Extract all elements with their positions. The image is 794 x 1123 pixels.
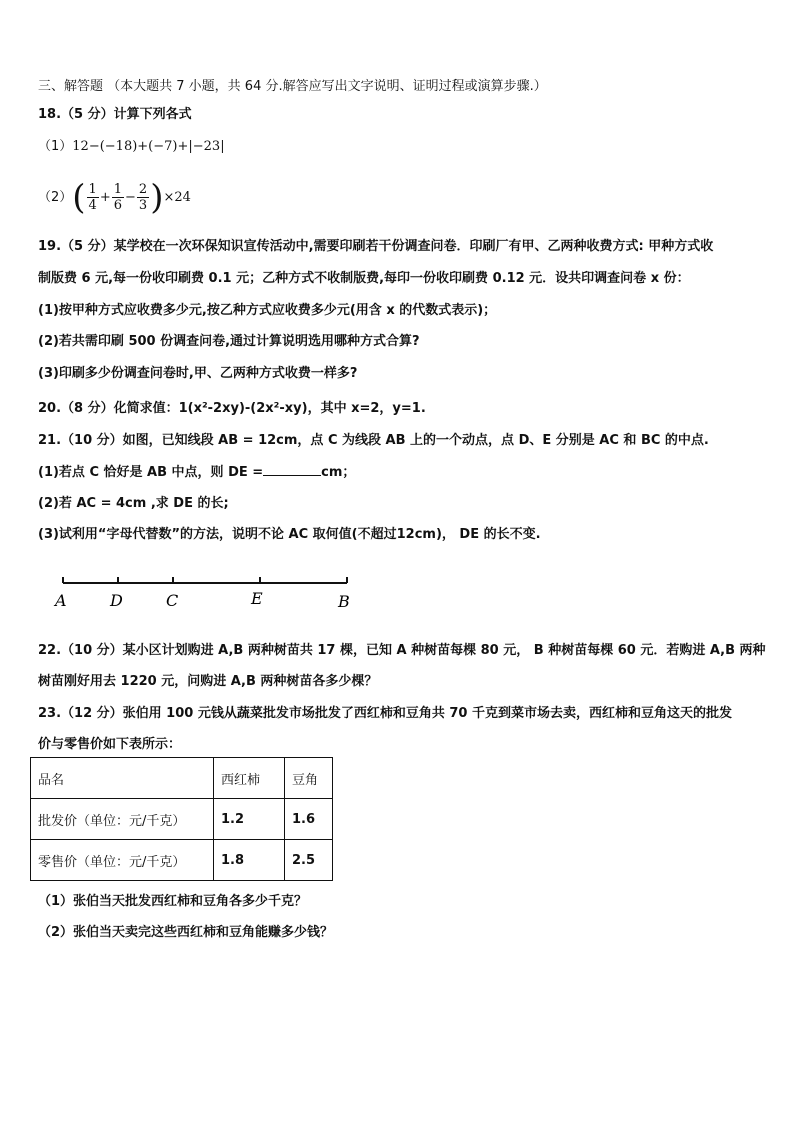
table-cell: 1.8: [214, 840, 285, 881]
table-cell: 2.5: [285, 840, 333, 881]
q23-part1: （1）张伯当天批发西红柿和豆角各多少千克？: [38, 894, 308, 909]
section-heading: 三、解答题 （本大题共 7 小题，共 64 分.解答应写出文字说明、证明过程或演算步骤.）: [38, 79, 547, 94]
q21-part1: [38, 463, 355, 482]
q18-part2: [38, 178, 191, 220]
table-cell: 零售价（单位：元/千克）: [31, 840, 214, 881]
q18-plus: +: [99, 190, 111, 205]
q21-line: 21.（10 分）如图，已知线段 AB = 12cm，点 C 为线段 AB 上的一个动点，点 D、E 分别是 AC 和 BC 的中点.: [38, 433, 709, 448]
segment-figure: [50, 570, 370, 612]
q21-part1-text: (1)若点 C 恰好是 AB 中点，则 DE =: [38, 465, 264, 480]
table-cell: 1.6: [285, 799, 333, 840]
q21-part1-unit: cm；: [321, 465, 356, 480]
q18-part2-label: （2）: [38, 190, 73, 205]
q18-title: 18.（5 分）计算下列各式: [38, 107, 192, 122]
label-a: A: [55, 591, 67, 610]
q22-line1: 22.（10 分）某小区计划购进 A,B 两种树苗共 17 棵，已知 A 种树苗每棵 80 元， B 种树苗每棵 60 元．若购进 A,B 两种: [38, 643, 766, 658]
table-cell: 西红柿: [214, 758, 285, 799]
label-d: D: [110, 591, 123, 610]
table-row: [31, 799, 333, 840]
label-b: B: [338, 592, 350, 611]
price-table: [30, 757, 333, 881]
q18-fraction-3: $\frac{2}{3}$: [138, 182, 148, 213]
table-cell: 1.2: [214, 799, 285, 840]
q18-part1-expression: 12−(−18)+(−7)+|−23|: [72, 139, 225, 154]
label-c: C: [166, 591, 179, 610]
q22-line2: 树苗刚好用去 1220 元，问购进 A,B 两种树苗各多少棵？: [38, 674, 378, 689]
table-cell: 豆角: [285, 758, 333, 799]
label-e: E: [251, 589, 263, 608]
q21-part2: (2)若 AC = 4cm ,求 DE 的长;: [38, 496, 229, 511]
q18-fraction-2: $\frac{1}{6}$: [113, 182, 123, 213]
q18-fraction-1: $\frac{1}{4}$: [88, 182, 97, 213]
q18-left-paren: (: [72, 177, 86, 218]
q18-minus: −: [125, 190, 136, 205]
q19-part3: (3)印刷多少份调查问卷时,甲、乙两种方式收费一样多?: [38, 366, 358, 381]
q18-times-24: ×24: [163, 190, 191, 205]
q19-part1: (1)按甲种方式应收费多少元,按乙种方式应收费多少元(用含 x 的代数式表示)；: [38, 303, 497, 318]
table-cell: 品名: [31, 758, 214, 799]
table-cell: 批发价（单位：元/千克）: [31, 799, 214, 840]
table-row: [31, 840, 333, 881]
q18-part1-label: （1）: [38, 139, 73, 154]
q21-part3: (3)试利用“字母代替数”的方法，说明不论 AC 取何值(不超过12cm)， DE 的长不变.: [38, 527, 541, 542]
answer-blank: [263, 463, 321, 476]
q19-line2: 制版费 6 元,每一份收印刷费 0.1 元；乙种方式不收制版费,每印一份收印刷费 0.12 元．设共印调查问卷 x 份：: [38, 271, 690, 286]
q23-line2: 价与零售价如下表所示：: [38, 737, 182, 752]
q19-part2: (2)若共需印刷 500 份调查问卷,通过计算说明选用哪种方式合算?: [38, 334, 420, 349]
q23-part2: （2）张伯当天卖完这些西红柿和豆角能赚多少钱？: [38, 925, 334, 940]
q18-right-paren: ): [150, 177, 164, 218]
q20-line: 20.（8 分）化简求值：1(x²-2xy)-(2x²-xy)，其中 x=2，y=1.: [38, 401, 426, 416]
q23-line1: 23.（12 分）张伯用 100 元钱从蔬菜批发市场批发了西红柿和豆角共 70 千克到菜市场去卖，西红柿和豆角这天的批发: [38, 706, 732, 721]
q18-part1: [38, 138, 225, 156]
table-header-row: [31, 758, 333, 799]
q19-line1: 19.（5 分）某学校在一次环保知识宣传活动中,需要印刷若干份调查问卷．印刷厂有甲、乙两种收费方式: 甲种方式收: [38, 239, 714, 254]
